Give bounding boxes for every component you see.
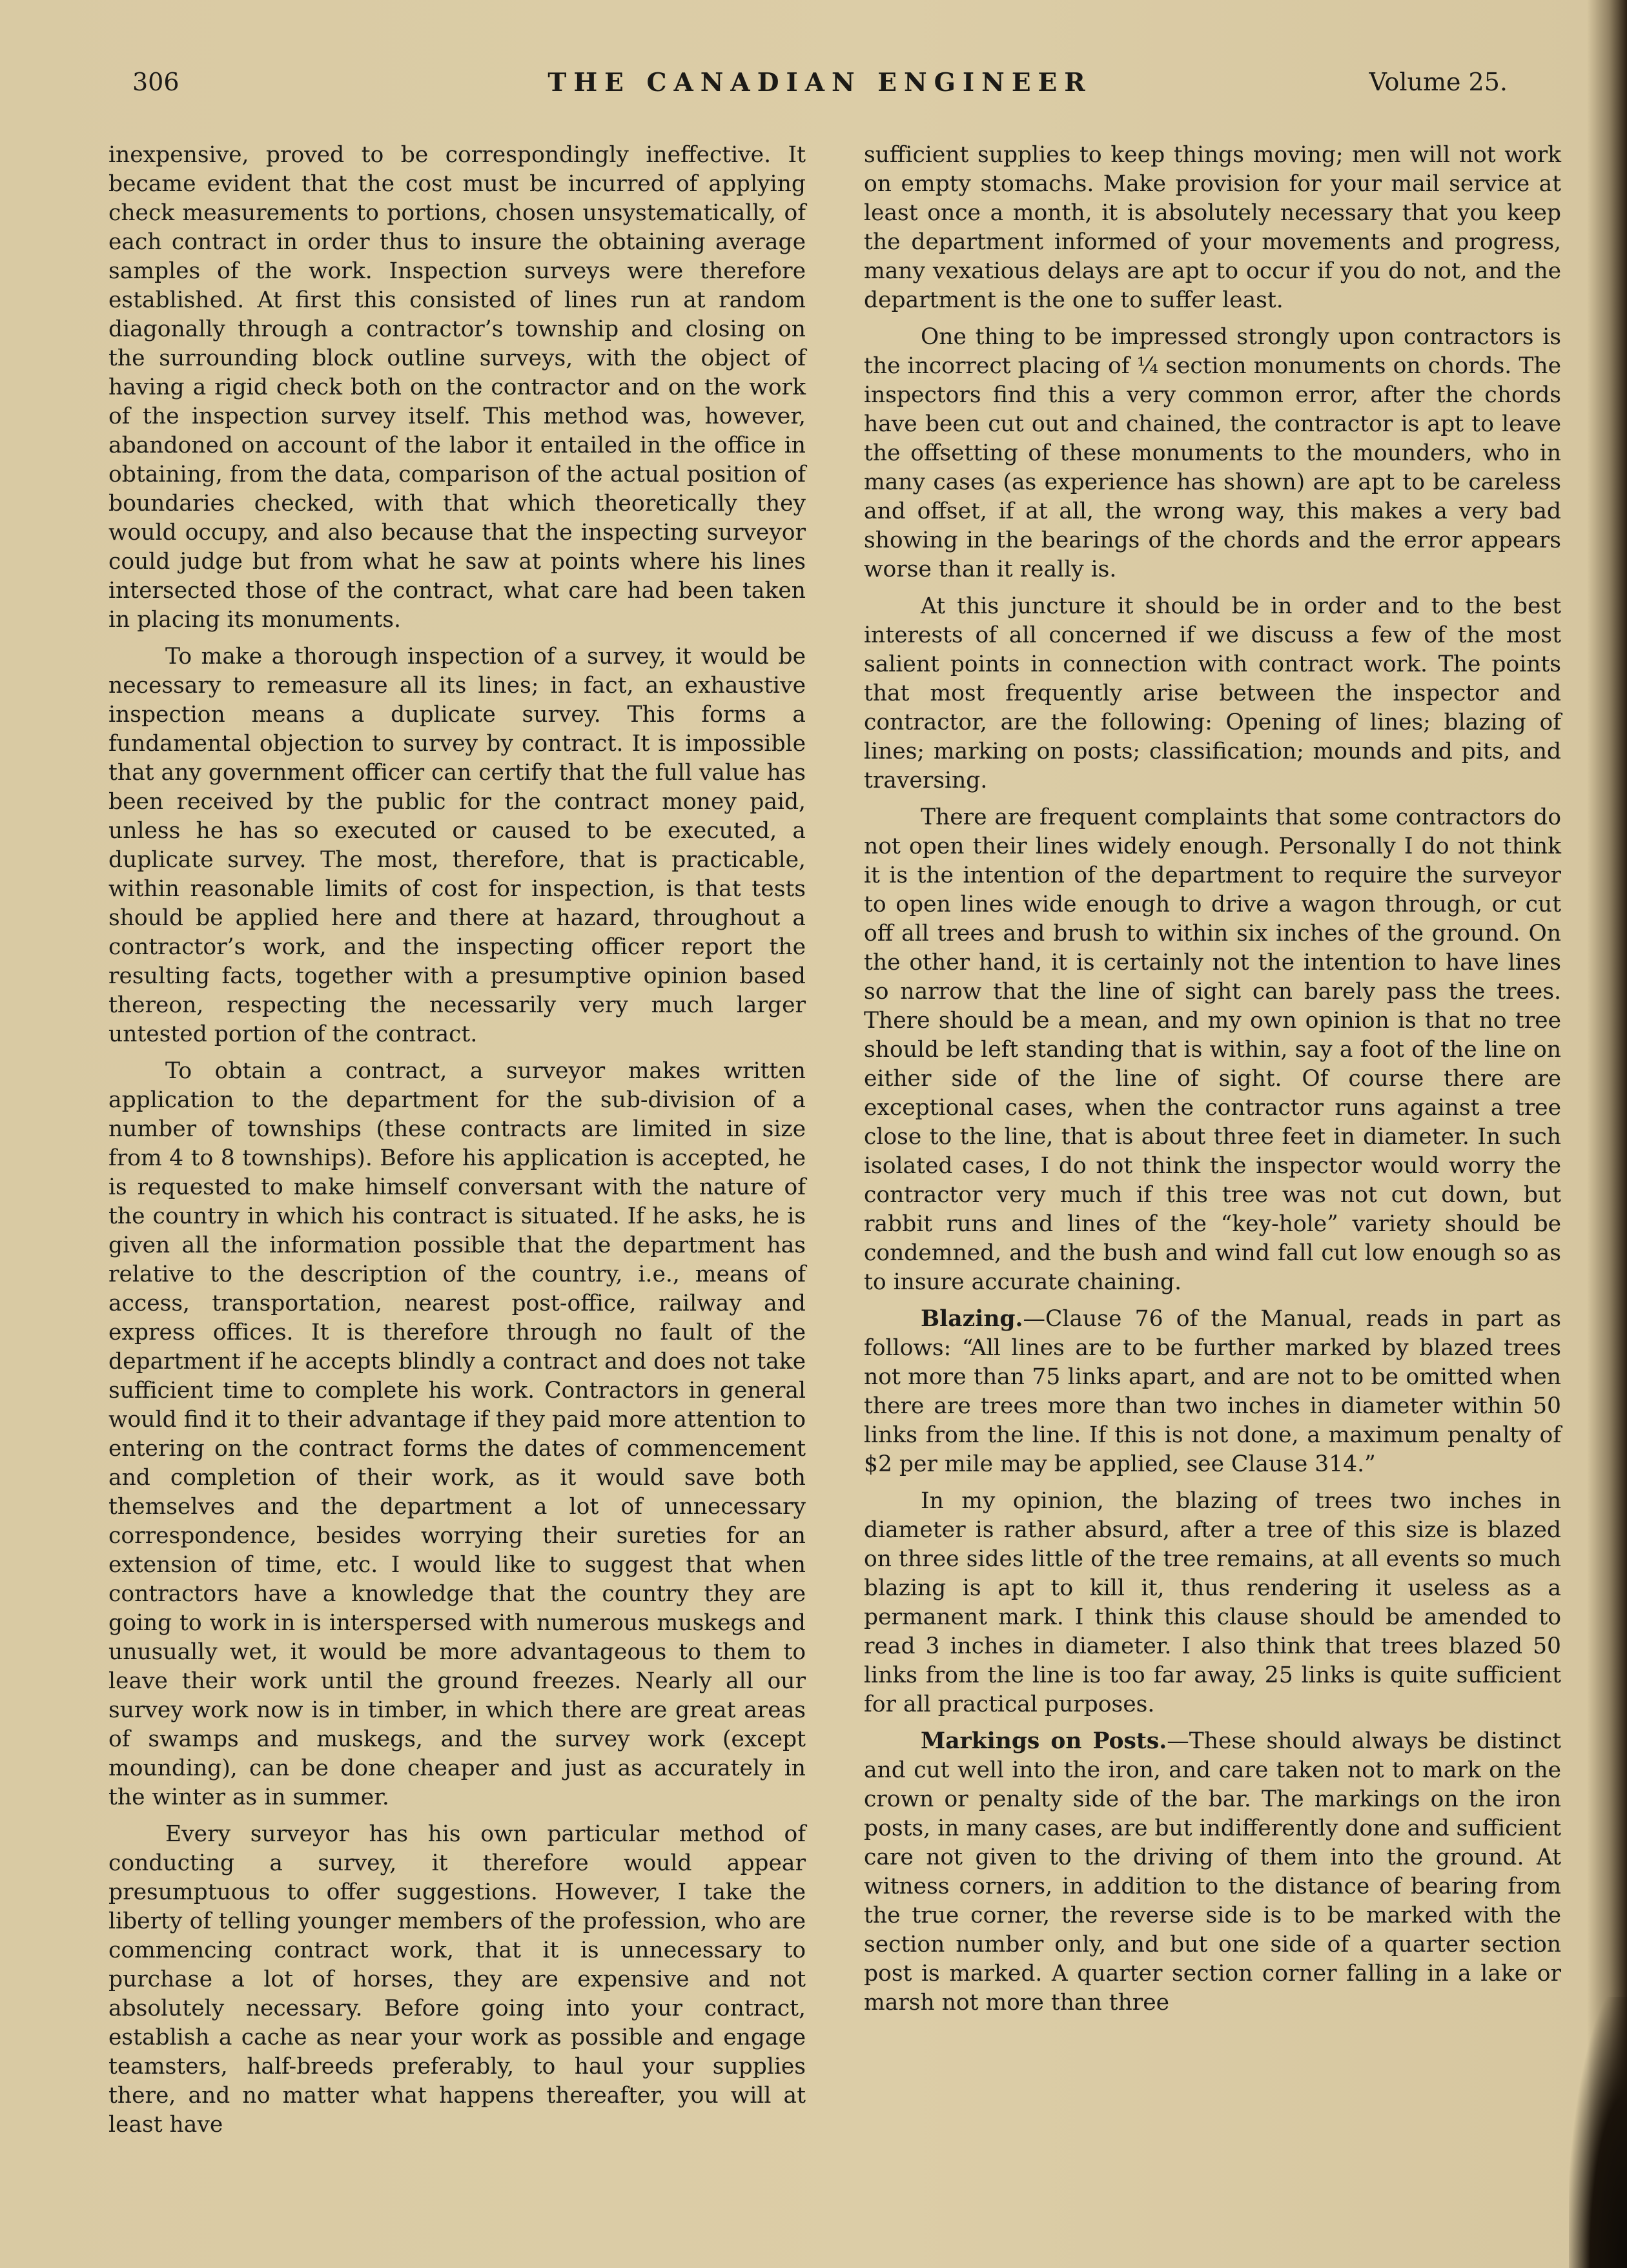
page-number: 306 <box>132 68 179 96</box>
run-in-heading: Blazing. <box>921 1306 1023 1332</box>
paragraph: At this juncture it should be in order and to the best interests of all concerned if we discuss a few of the most salient points in connection with contract work. The points that most frequently arise between the inspector and contractor, are the following: Opening of lines; blazing of lines; marking on posts; classification; mounds and pits, and traversing. <box>864 593 1561 793</box>
paragraph: Every surveyor has his own particular method of conducting a survey, it therefore would appear presumptuous to offer suggestions. However, I take the liberty of telling younger members of the profession, who are commencing contract work, that it is unnecessary to purchase a lot of horses, they are expensive and not absolutely necessary. Before going into your contract, establish a cache as near your work as possible and engage teamsters, half-breeds preferably, to haul your supplies there, and no matter what happens thereafter, you will at least have <box>108 1821 806 2138</box>
paragraph: inexpensive, proved to be correspondingly ineffective. It became evident that the cost must be incurred of applying check measurements to portions, chosen unsystematically, of each contract in order thus to insure the obtaining average samples of the work. Inspection surveys were therefore established. At first this consisted of lines run at random diagonally through a contractor’s township and closing on the surrounding block outline surveys, with the object of having a rigid check both on the contractor and on the work of the inspection survey itself. This method was, however, abandoned on account of the labor it entailed in the office in obtaining, from the data, comparison of the actual position of boundaries checked, with that which theoretically they would occupy, and also because that the inspecting surveyor could judge but from what he saw at points where his lines intersected those of the contract, what care had been taken in placing its monuments. <box>108 142 806 633</box>
paragraph-text: —These should always be distinct and cut well into the iron, and care taken not to mark on the crown or penalty side of the bar. The markings on the iron posts, in many cases, are but indifferently done and sufficient care not given to the driving of them into the ground. At witness corners, in addition to the distance of bearing from the true corner, the reverse side is to be marked with the section number only, and but one side of a quarter section post is marked. A quarter section corner falling in a lake or marsh not more than three <box>864 1728 1561 2016</box>
paragraph: There are frequent complaints that some contractors do not open their lines widely enough. Personally I do not think it is the intention of the department to require the surveyor to open lines wide enough to drive a wagon through, or cut off all trees and brush to within six inches of the ground. On the other hand, it is certainly not the intention to have lines so narrow that the line of sight can barely pass the trees. There should be a mean, and my own opinion is that no tree should be left standing that is within, say a foot of the line on either side of the line of sight. Of course there are exceptional cases, when the contractor runs against a tree close to the line, that is about three feet in diameter. In such isolated cases, I do not think the inspector would worry the contractor very much if this tree was not cut down, but rabbit runs and lines of the “key-hole” variety should be condemned, and the bush and wind fall cut low enough so as to insure accurate chaining. <box>864 804 1561 1295</box>
paragraph-markings <box>864 1727 1561 2018</box>
book-spine-corner-shadow <box>1569 1997 1627 2268</box>
paragraph: To make a thorough inspection of a survey, it would be necessary to remeasure all its lines; in fact, an exhaustive inspection means a duplicate survey. This forms a fundamental objection to survey by contract. It is impossible that any government officer can certify that the full value has been received by the public for the contract money paid, unless he has so executed or caused to be executed, a duplicate survey. The most, therefore, that is practicable, within reasonable limits of cost for inspection, is that tests should be applied here and there at hazard, throughout a contractor’s work, and the inspecting officer report the resulting facts, together with a presumptive opinion based thereon, respecting the necessarily very much larger untested portion of the contract. <box>108 644 806 1047</box>
paragraph-blazing <box>864 1305 1561 1479</box>
run-in-heading: Markings on Posts. <box>921 1728 1167 1754</box>
book-spine-shadow <box>1587 0 1627 2268</box>
paragraph: One thing to be impressed strongly upon contractors is the incorrect placing of ¼ section monuments on chords. The inspectors find this a very common error, after the chords have been cut out and chained, the contractor is apt to leave the offsetting of these monuments to the mounders, who in many cases (as experience has shown) are apt to be careless and offset, if at all, the wrong way, this makes a very bad showing in the bearings of the chords and the error appears worse than it really is. <box>864 324 1561 582</box>
volume-label: Volume 25. <box>1369 68 1508 96</box>
paragraph: sufficient supplies to keep things moving; men will not work on empty stomachs. Make provision for your mail service at least once a month, it is absolutely necessary that you keep the department informed of your movements and progress, many vexatious delays are apt to occur if you do not, and the department is the one to suffer least. <box>864 142 1561 313</box>
journal-title: THE CANADIAN ENGINEER <box>547 68 1092 97</box>
page-header <box>132 68 1508 113</box>
right-column <box>864 141 1561 2025</box>
paragraph: To obtain a contract, a surveyor makes written application to the department for the sub-division of a number of townships (these contracts are limited in size from 4 to 8 townships). Before his application is accepted, he is requested to make himself conversant with the nature of the country in which his contract is situated. If he asks, he is given all the information possible that the department has relative to the description of the country, i.e., means of access, transportation, nearest post-office, railway and express offices. It is therefore through no fault of the department if he accepts blindly a contract and does not take sufficient time to complete his work. Contractors in general would find it to their advantage if they paid more attention to entering on the contract forms the dates of commencement and completion of their work, as it would save both themselves and the department a lot of unnecessary correspondence, besides worrying their sureties for an extension of time, etc. I would like to suggest that when contractors have a knowledge that the country they are going to work in is interspersed with numerous muskegs and unusually wet, it would be more advantageous to them to leave their work until the ground freezes. Nearly all our survey work now is in timber, in which there are great areas of swamps and muskegs, and the survey work (except mounding), can be done cheaper and just as accurately in the winter as in summer. <box>108 1058 806 1810</box>
left-column <box>108 141 806 2147</box>
paragraph: In my opinion, the blazing of trees two inches in diameter is rather absurd, after a tree of this size is blazed on three sides little of the tree remains, at all events so much blazing is apt to kill it, thus rendering it useless as a permanent mark. I think this clause should be amended to read 3 inches in diameter. I also think that trees blazed 50 links from the line is too far away, 25 links is quite sufficient for all practical purposes. <box>864 1488 1561 1717</box>
paragraph-text: —Clause 76 of the Manual, reads in part as follows: “All lines are to be further marked by blazed trees not more than 75 links apart, and are not to be omitted when there are trees more than two inches in diameter within 50 links from the line. If this is not done, a maximum penalty of $2 per mile may be applied, see Clause 314.” <box>864 1306 1561 1477</box>
